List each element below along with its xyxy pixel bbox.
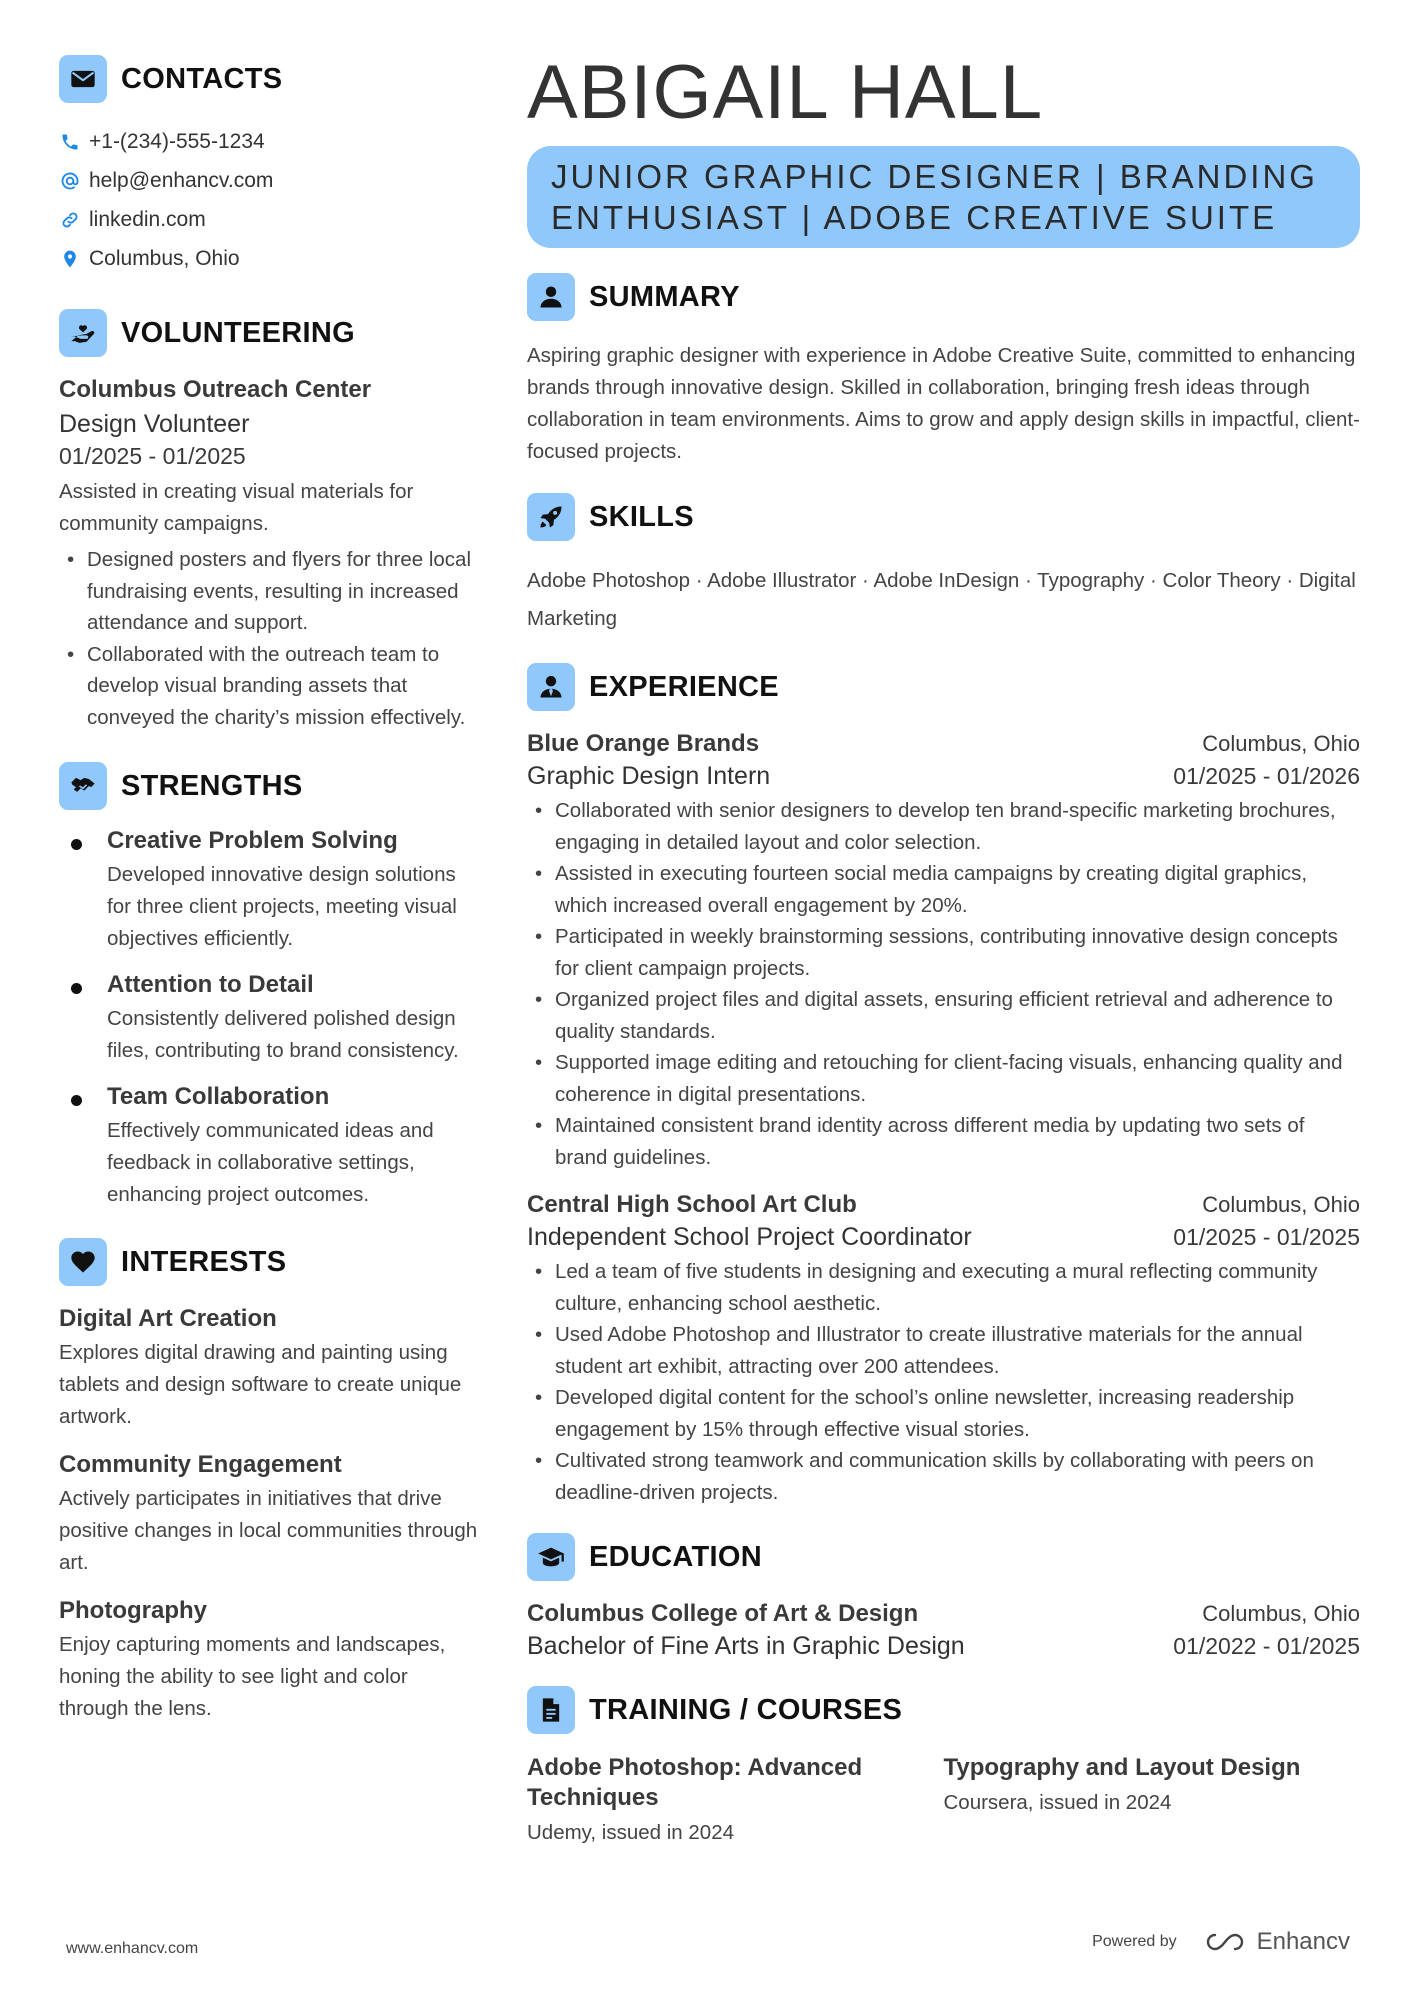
job-role: Independent School Project Coordinator [527,1223,972,1251]
list-item: • Used Adobe Photoshop and Illustrator to create illustrative materials for the annual student art exhibit, attracting over 200 attendees. [527,1319,1360,1382]
volunteer-role: Design Volunteer [59,410,250,438]
job-location: Columbus, Ohio [1202,731,1360,756]
bullet-dot [71,839,82,850]
powered-by-text: Powered by [1092,1933,1177,1950]
interest-title: Community Engagement [59,1451,342,1478]
location-text: Columbus, Ohio [89,246,240,270]
course-source: Udemy, issued in 2024 [527,1821,735,1844]
hand-heart-icon [59,309,107,357]
job-dates: 01/2025 - 01/2026 [1173,763,1360,789]
list-item: • Collaborated with senior designers to develop ten brand-specific marketing brochures, engaging in detailed layout and color selection. [527,795,1360,858]
strengths-header [59,761,479,811]
strength-desc: Effectively communicated ideas and feedback in collaborative settings, enhancing project outcomes. [107,1119,434,1206]
headline-box [527,146,1360,248]
heart-icon [59,1238,107,1286]
experience-title: EXPERIENCE [589,670,779,703]
skills-header [527,492,1360,542]
job-entry [527,730,1360,1173]
contact-email [59,161,479,200]
strength-item [59,1083,479,1211]
list-item: • Led a team of five students in designing and executing a mural reflecting community culture, enhancing school aesthetic. [527,1256,1360,1319]
interests-header [59,1237,479,1287]
link-icon [59,209,81,231]
bullet-dot [71,1095,82,1106]
experience-header [527,662,1360,712]
interests-title: INTERESTS [121,1245,287,1278]
right-column [527,48,1360,1845]
skills-title: SKILLS [589,500,694,533]
course-item [527,1753,944,1845]
strength-desc: Developed innovative design solutions for three client projects, meeting visual objectives efficiently. [107,863,457,950]
school-location: Columbus, Ohio [1202,1601,1360,1626]
interest-desc: Enjoy capturing moments and landscapes, honing the ability to see light and color through the lens. [59,1633,446,1720]
list-item: • Organized project files and digital assets, ensuring efficient retrieval and adherence to quality standards. [527,984,1360,1047]
training-header [527,1685,1360,1735]
interest-desc: Actively participates in initiatives that drive positive changes in local communities through art. [59,1487,478,1574]
strengths-title: STRENGTHS [121,769,303,802]
list-item: • Participated in weekly brainstorming sessions, contributing innovative design concepts for client campaign projects. [527,921,1360,984]
strength-item [59,971,479,1067]
summary-title: SUMMARY [589,280,740,313]
job-location: Columbus, Ohio [1202,1192,1360,1217]
course-item [944,1753,1361,1845]
contacts-title: CONTACTS [121,62,283,95]
interest-title: Photography [59,1597,207,1624]
education-entry [527,1600,1360,1661]
phone-icon [59,131,81,153]
strength-item [59,827,479,955]
headline-line-1: JUNIOR GRAPHIC DESIGNER | BRANDING [551,158,1318,195]
list-item: • Supported image editing and retouching for client-facing visuals, enhancing quality and coherence in digital presentations. [527,1047,1360,1110]
contact-linkedin [59,200,479,239]
rocket-icon [527,493,575,541]
volunteer-description: Assisted in creating visual materials for community campaigns. [59,480,414,535]
strength-title: Creative Problem Solving [107,827,398,854]
list-item: • Assisted in executing fourteen social media campaigns by creating digital graphics, which increased overall engagement by 20%. [527,858,1360,921]
job-dates: 01/2025 - 01/2025 [1173,1224,1360,1250]
volunteering-entry [59,376,479,733]
brand-name[interactable]: Enhancv [1256,1928,1350,1955]
user-tie-icon [527,663,575,711]
strength-title: Attention to Detail [107,971,314,998]
interest-title: Digital Art Creation [59,1305,277,1332]
left-column [59,54,479,1725]
job-org: Blue Orange Brands [527,730,760,757]
contact-list [59,122,479,278]
interest-desc: Explores digital drawing and painting using tablets and design software to create unique artwork. [59,1341,462,1428]
course-source: Coursera, issued in 2024 [943,1791,1172,1814]
course-title: Typography and Layout Design [943,1754,1301,1781]
contact-phone [59,122,479,161]
footer-website[interactable]: www.enhancv.com [66,1940,199,1957]
strength-title: Team Collaboration [107,1083,330,1110]
list-item: • Developed digital content for the school’s online newsletter, increasing readership engagement by 15% through effective visual stories. [527,1382,1360,1445]
summary-header [527,272,1360,322]
job-bullets [527,795,1360,1173]
handshake-icon [59,762,107,810]
volunteer-org: Columbus Outreach Center [59,376,372,403]
education-header [527,1532,1360,1582]
contact-location [59,239,479,278]
envelope-icon [59,55,107,103]
degree: Bachelor of Fine Arts in Graphic Design [527,1632,965,1660]
interest-item [59,1305,479,1433]
volunteer-dates: 01/2025 - 01/2025 [59,443,246,469]
summary-text: Aspiring graphic designer with experience in Adobe Creative Suite, committed to enhancing brands through innovative design. Skilled in collaboration, bringing fresh ideas through collaboration in team environments. Aims to grow and apply design skills in impactful, client-focused projects. [527,344,1360,463]
list-item: • Collaborated with the outreach team to develop visual branding assets that conveyed the charity’s mission effectively. [59,639,479,734]
document-icon [527,1686,575,1734]
course-title: Adobe Photoshop: Advanced Techniques [527,1754,863,1811]
interest-item [59,1597,479,1725]
volunteer-bullets [59,544,479,733]
list-item: • Cultivated strong teamwork and communication skills by collaborating with peers on deadline-driven projects. [527,1445,1360,1508]
bullet-dot [71,983,82,994]
location-pin-icon [59,248,81,270]
volunteering-header [59,308,479,358]
school-name: Columbus College of Art & Design [527,1600,919,1627]
strength-desc: Consistently delivered polished design files, contributing to brand consistency. [107,1007,459,1062]
user-icon [527,273,575,321]
at-icon [59,170,81,192]
job-role: Graphic Design Intern [527,762,771,790]
interests-list [59,1305,479,1725]
phone-text[interactable]: +1-(234)-555-1234 [89,129,265,153]
contacts-header [59,54,479,104]
skills-text: Adobe Photoshop · Adobe Illustrator · Adobe InDesign · Typography · Color Theory · Digital Marketing [527,569,1356,630]
training-title: TRAINING / COURSES [589,1693,903,1726]
graduation-cap-icon [527,1533,575,1581]
footer-brand [1092,1928,1350,1956]
volunteering-title: VOLUNTEERING [121,316,355,349]
headline-line-2: ENTHUSIAST | ADOBE CREATIVE SUITE [551,199,1278,236]
job-bullets [527,1256,1360,1508]
candidate-name: ABIGAIL HALL [527,50,1044,135]
enhancv-logo-icon [1203,1930,1249,1954]
list-item: • Maintained consistent brand identity across different media by updating two sets of brand guidelines. [527,1110,1360,1173]
list-item: • Designed posters and flyers for three local fundraising events, resulting in increased attendance and support. [59,544,479,639]
job-org: Central High School Art Club [527,1191,857,1218]
email-text[interactable]: help@enhancv.com [89,168,274,192]
interest-item [59,1451,479,1579]
job-entry [527,1191,1360,1508]
strengths-list [59,827,479,1211]
linkedin-text[interactable]: linkedin.com [89,207,206,231]
education-dates: 01/2022 - 01/2025 [1173,1633,1360,1659]
courses-list [527,1753,1360,1845]
education-title: EDUCATION [589,1540,762,1573]
